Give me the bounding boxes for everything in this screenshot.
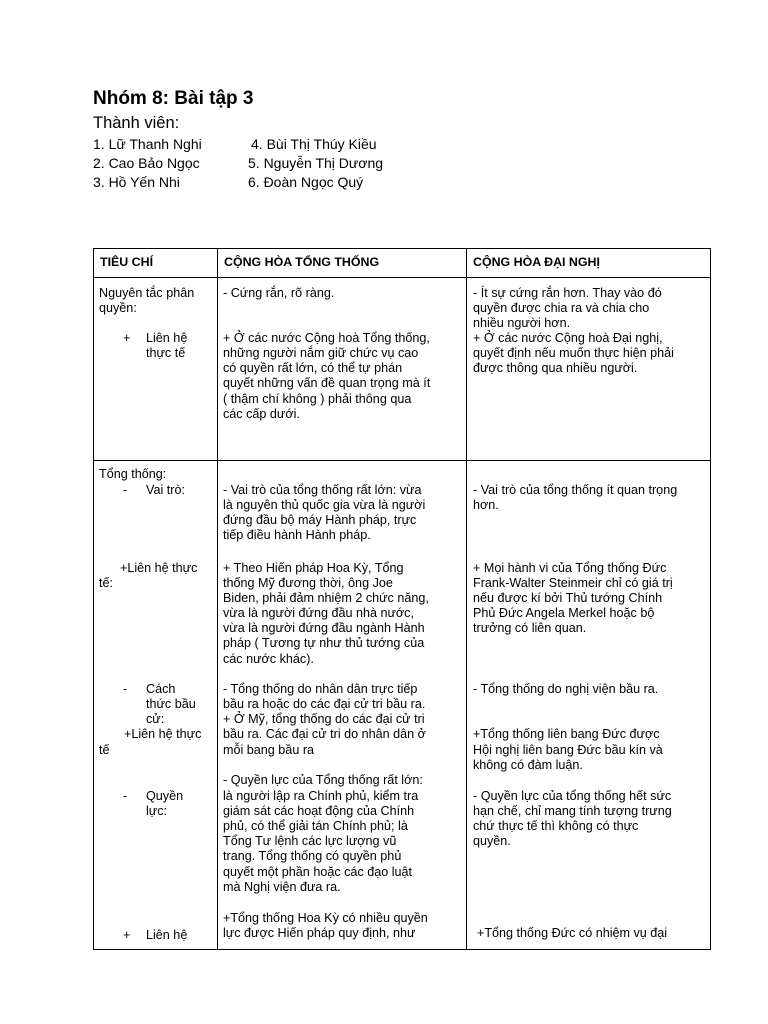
cell-text: - Cứng rắn, rõ ràng.	[223, 286, 335, 300]
cell-text: +	[123, 331, 131, 345]
cell-text: Vai trò:	[146, 483, 185, 497]
cell-text: + Theo Hiến pháp Hoa Kỳ, Tổng	[223, 561, 404, 575]
cell-text: vừa là người đứng đầu ngành Hành	[223, 621, 425, 635]
cell-text: là nguyên thủ quốc gia vừa là người	[223, 498, 426, 512]
cell-text: Quyền	[146, 789, 184, 803]
cell-text: lực được Hiến pháp quy định, như	[223, 926, 416, 940]
cell-text: Frank-Walter Steinmeir chỉ có giá trị	[473, 576, 673, 590]
criteria-cell	[94, 461, 218, 950]
cell-text: quyết định nếu muốn thực hiện phải	[473, 346, 674, 360]
criteria-cell	[94, 278, 218, 461]
cell-text: quyền.	[473, 834, 511, 848]
cell-text: tế:	[99, 576, 114, 590]
cell-text: - Vai trò của tổng thống ít quan trọng	[473, 483, 678, 497]
cell-text: được thông qua nhiều người.	[473, 361, 638, 375]
cell-text: là người lập ra Chính phủ, kiểm tra	[223, 789, 419, 803]
page-title: Nhóm 8: Bài tập 3	[93, 88, 254, 109]
member-item: 1. Lữ Thanh Nghi	[93, 136, 202, 152]
cell-text: Cách	[146, 682, 176, 696]
cell-text: Nguyên tắc phân	[99, 286, 195, 300]
column-header: TIÊU CHÍ	[94, 249, 218, 278]
cell-text: chứ thực tế thì không có thực	[473, 819, 639, 833]
cell-text: phủ, có thể giải tán Chính phủ; là	[223, 819, 408, 833]
cell-text: + Mọi hành vi của Tổng thống Đức	[473, 561, 667, 575]
column-header: CỘNG HÒA TỔNG THỐNG	[218, 249, 467, 278]
cell-text: bầu ra. Các đại cử tri do nhân dân ở	[223, 727, 426, 741]
cell-text: Tổng thống:	[99, 467, 167, 481]
cell-text: mỗi bang bầu ra	[223, 743, 315, 757]
cell-text: lực:	[146, 804, 168, 818]
cell-text: Liên hệ	[146, 928, 188, 942]
cell-text: trang. Tổng thống có quyền phủ	[223, 849, 402, 863]
cell-text: - Tổng thống do nhân dân trực tiếp	[223, 682, 418, 696]
cell-text: Hội nghị liên bang Đức bầu kín và	[473, 743, 663, 757]
table-row	[94, 461, 711, 950]
cell-text: thực tế	[146, 346, 186, 360]
comparison-table	[93, 248, 711, 950]
member-item: 3. Hồ Yến Nhi	[93, 174, 180, 190]
cell-text: +Tổng thống liên bang Đức được	[473, 727, 660, 741]
cell-text: - Ít sự cứng rắn hơn. Thay vào đó	[473, 286, 662, 300]
cell-text: -	[123, 789, 128, 803]
cell-text: tiếp điều hành Hành pháp.	[223, 528, 371, 542]
cell-text: - Tổng thống do nghị viện bầu ra.	[473, 682, 659, 696]
column-header: CỘNG HÒA ĐẠI NGHỊ	[467, 249, 711, 278]
members-label: Thành viên:	[93, 114, 180, 132]
cell-text: Tổng Tư lệnh các lực lượng vũ	[223, 834, 397, 848]
cell-text: -	[123, 483, 128, 497]
presidential-cell	[218, 278, 467, 461]
cell-text: có quyền rất lớn, có thể tự phán	[223, 361, 403, 375]
cell-text: các cấp dưới.	[223, 407, 300, 421]
cell-text: quyết những vấn đề quan trọng mà ít	[223, 376, 431, 390]
cell-text: quyết một phần hoặc các đạo luật	[223, 865, 413, 879]
member-item: 2. Cao Bảo Ngọc	[93, 155, 200, 171]
member-item: 4. Bùi Thị Thúy Kiều	[251, 136, 377, 152]
cell-text: +Tổng thống Hoa Kỳ có nhiều quyền	[223, 911, 428, 925]
cell-text: tế	[99, 743, 110, 757]
cell-text: giám sát các hoạt động của Chính	[223, 804, 415, 818]
cell-text: + Ở các nước Cộng hoà Đại nghị,	[473, 331, 663, 345]
parliamentary-cell	[467, 461, 711, 950]
cell-text: - Quyền lực của Tổng thống rất lớn:	[223, 773, 423, 787]
cell-text: +Liên hệ thực	[120, 561, 198, 575]
cell-text: hạn chế, chỉ mang tính tượng trưng	[473, 804, 672, 818]
cell-text: thống Mỹ đương thời, ông Joe	[223, 576, 393, 590]
cell-text: nếu được kí bởi Thủ tướng Chính	[473, 591, 663, 605]
cell-text: những người nắm giữ chức vụ cao	[223, 346, 419, 360]
cell-text: - Vai trò của tổng thống rất lớn: vừa	[223, 483, 422, 497]
parliamentary-cell	[467, 278, 711, 461]
cell-text: các nước khác).	[223, 652, 314, 666]
cell-text: bầu ra hoặc do các đại cử tri bầu ra.	[223, 697, 426, 711]
cell-text: + Ở Mỹ, tổng thống do các đại cử tri	[223, 712, 425, 726]
cell-text: +Tổng thống Đức có nhiệm vụ đại	[477, 926, 668, 940]
cell-text: thức bầu	[146, 697, 196, 711]
cell-text: ( thậm chí không ) phải thông qua	[223, 392, 412, 406]
cell-text: mà Nghị viện đưa ra.	[223, 880, 341, 894]
cell-text: Liên hệ	[146, 331, 188, 345]
member-item: 6. Đoàn Ngọc Quý	[248, 174, 364, 190]
cell-text: cử:	[146, 712, 165, 726]
cell-text: pháp ( Tương tự như thủ tướng của	[223, 636, 425, 650]
cell-text: hơn.	[473, 498, 499, 512]
cell-text: không có đàm luận.	[473, 758, 583, 772]
cell-text: Phủ Đức Angela Merkel hoặc bộ	[473, 606, 655, 620]
cell-text: +Liên hệ thực	[124, 727, 202, 741]
cell-text: quyền:	[99, 301, 137, 315]
cell-text: đứng đầu bộ máy Hành pháp, trực	[223, 513, 417, 527]
cell-text: vừa là người đứng đầu nhà nước,	[223, 606, 414, 620]
cell-text: quyền được chia ra và chia cho	[473, 301, 650, 315]
cell-text: -	[123, 682, 128, 696]
member-item: 5. Nguyễn Thị Dương	[248, 155, 384, 171]
presidential-cell	[218, 461, 467, 950]
cell-text: - Quyền lực của tổng thống hết sức	[473, 789, 672, 803]
cell-text: trưởng có liên quan.	[473, 621, 587, 635]
cell-text: +	[123, 928, 131, 942]
cell-text: nhiều người hơn.	[473, 316, 571, 330]
table-row	[94, 278, 711, 461]
cell-text: Biden, phải đảm nhiệm 2 chức năng,	[223, 591, 429, 605]
table-header-row	[94, 249, 711, 278]
cell-text: + Ở các nước Cộng hoà Tổng thống,	[223, 331, 430, 345]
